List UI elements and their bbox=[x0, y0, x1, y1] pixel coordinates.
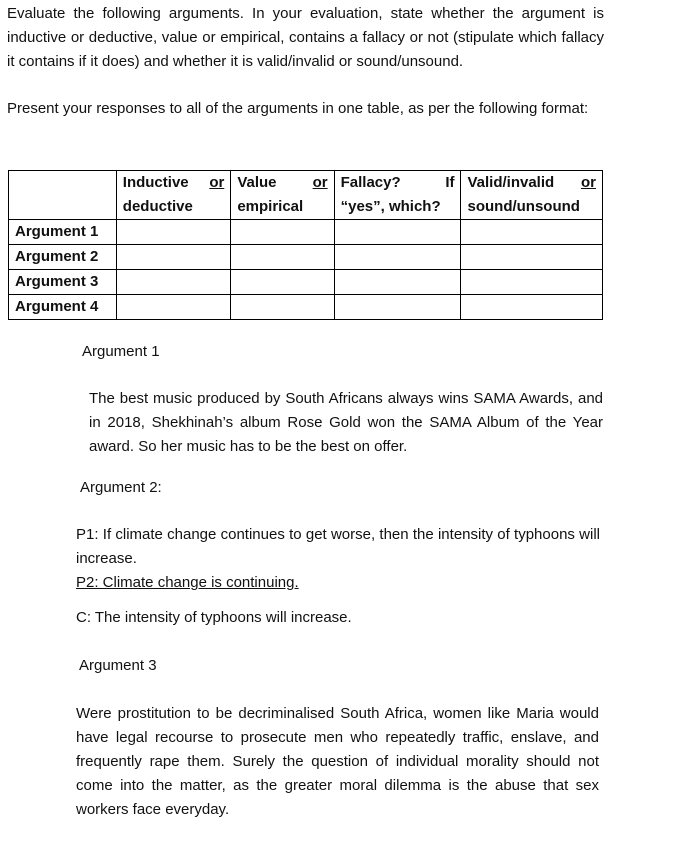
premise-2: P2: Climate change is continuing. bbox=[76, 574, 299, 591]
table-cell bbox=[231, 220, 334, 245]
table-cell bbox=[116, 295, 231, 320]
argument2-heading: Argument 2: bbox=[80, 479, 162, 496]
table-row bbox=[9, 295, 603, 320]
table-cell bbox=[461, 245, 603, 270]
instructions-paragraph: Evaluate the following arguments. In your evaluation, state whether the argument is inductive or deductive, value or empirical, contains a fallacy or not (stipulate which fallacy it contains if it does) and whether it is valid/invalid or sound/unsound. bbox=[7, 5, 604, 70]
table-cell bbox=[334, 270, 461, 295]
argument2-conclusion: C: The intensity of typhoons will increase. bbox=[76, 609, 352, 626]
table-cell bbox=[116, 270, 231, 295]
header-inductive-deductive: Inductive or deductive bbox=[116, 171, 231, 220]
table-row bbox=[9, 245, 603, 270]
table-cell bbox=[334, 245, 461, 270]
table-header-row bbox=[9, 171, 603, 220]
table-cell bbox=[461, 220, 603, 245]
table-cell bbox=[461, 295, 603, 320]
table-cell bbox=[116, 245, 231, 270]
header-fallacy: Fallacy? If “yes”, which? bbox=[334, 171, 461, 220]
table-row bbox=[9, 270, 603, 295]
argument3-text: Were prostitution to be decriminalised South Africa, women like Maria would have legal recourse to prosecute men who repeatedly traffic, enslave, and frequently rape them. Surely the question of individual morality should not come into the matter, as the greater moral dilemma is the abuse that sex workers face everyday. bbox=[76, 705, 599, 818]
table-cell bbox=[231, 245, 334, 270]
response-table bbox=[8, 170, 603, 320]
row-label: Argument 1 bbox=[9, 220, 117, 245]
argument3-heading: Argument 3 bbox=[79, 657, 157, 674]
header-empty-cell bbox=[9, 171, 117, 220]
row-label: Argument 2 bbox=[9, 245, 117, 270]
argument1-text: The best music produced by South Africans always wins SAMA Awards, and in 2018, Shekhinah’s album Rose Gold won the SAMA Album of the Year award. So her music has to be the best on offer. bbox=[89, 390, 603, 455]
table-cell bbox=[461, 270, 603, 295]
argument2-premises bbox=[76, 523, 600, 595]
table-row bbox=[9, 220, 603, 245]
format-note-paragraph: Present your responses to all of the arguments in one table, as per the following format: bbox=[7, 100, 589, 117]
table-cell bbox=[116, 220, 231, 245]
argument1-heading: Argument 1 bbox=[82, 343, 160, 360]
header-valid-sound: Valid/invalid or sound/unsound bbox=[461, 171, 603, 220]
premise-1: P1: If climate change continues to get worse, then the intensity of typhoons will increase. bbox=[76, 526, 600, 567]
header-value-empirical: Value or empirical bbox=[231, 171, 334, 220]
table-cell bbox=[231, 270, 334, 295]
table-cell bbox=[231, 295, 334, 320]
row-label: Argument 3 bbox=[9, 270, 117, 295]
row-label: Argument 4 bbox=[9, 295, 117, 320]
table-cell bbox=[334, 295, 461, 320]
table-cell bbox=[334, 220, 461, 245]
